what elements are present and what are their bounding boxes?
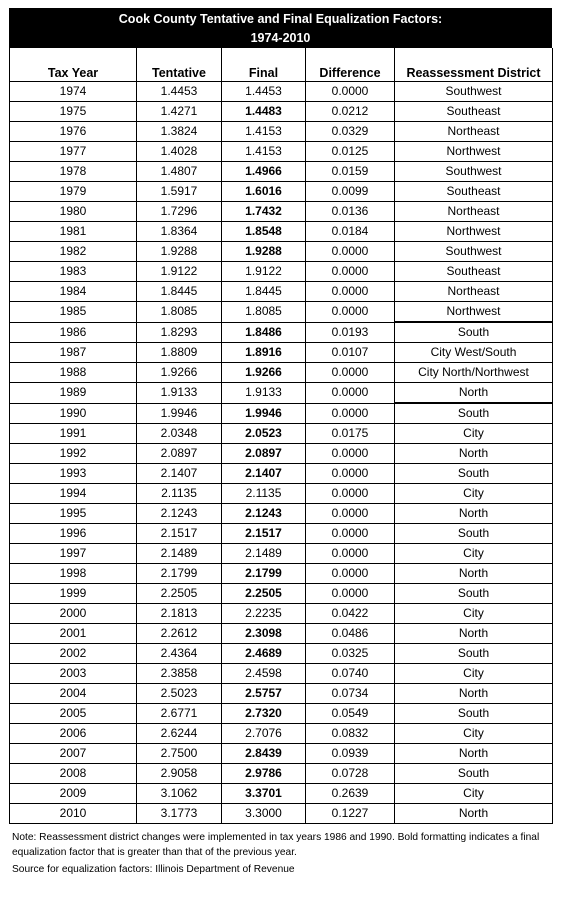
table-row (10, 464, 553, 484)
reassessment-district-cell: South (395, 524, 553, 544)
table-row (10, 424, 553, 444)
tentative-cell: 2.4364 (137, 644, 222, 664)
difference-cell: 0.0000 (306, 524, 395, 544)
final-cell: 1.4966 (222, 162, 306, 182)
tentative-cell: 2.1813 (137, 604, 222, 624)
table-row (10, 282, 553, 302)
final-cell: 2.2505 (222, 584, 306, 604)
table-row (10, 383, 553, 404)
difference-cell: 0.0136 (306, 202, 395, 222)
reassessment-district-cell: North (395, 744, 553, 764)
difference-cell: 0.0329 (306, 122, 395, 142)
final-cell: 1.9946 (222, 403, 306, 424)
table-title (9, 8, 552, 48)
tax-year-cell: 1991 (10, 424, 137, 444)
table-row (10, 504, 553, 524)
difference-cell: 0.0000 (306, 484, 395, 504)
table-body (10, 82, 553, 824)
tax-year-cell: 2004 (10, 684, 137, 704)
tax-year-cell: 1996 (10, 524, 137, 544)
table-row (10, 784, 553, 804)
reassessment-district-cell: Southwest (395, 242, 553, 262)
final-cell: 1.8916 (222, 343, 306, 363)
reassessment-district-cell: Southeast (395, 262, 553, 282)
table-row (10, 744, 553, 764)
reassessment-district-cell: North (395, 624, 553, 644)
table-row (10, 122, 553, 142)
table-row (10, 484, 553, 504)
tax-year-cell: 1993 (10, 464, 137, 484)
reassessment-district-cell: City (395, 484, 553, 504)
final-cell: 1.8548 (222, 222, 306, 242)
equalization-factors-table (9, 48, 553, 824)
reassessment-district-cell: Northwest (395, 222, 553, 242)
tax-year-cell: 1980 (10, 202, 137, 222)
final-cell: 2.1517 (222, 524, 306, 544)
reassessment-district-cell: City (395, 604, 553, 624)
tentative-cell: 1.8085 (137, 302, 222, 323)
tax-year-cell: 2008 (10, 764, 137, 784)
difference-cell: 0.0000 (306, 383, 395, 404)
column-header-final: Final (222, 48, 306, 82)
tentative-cell: 2.9058 (137, 764, 222, 784)
tax-year-cell: 1988 (10, 363, 137, 383)
tax-year-cell: 1983 (10, 262, 137, 282)
reassessment-district-cell: North (395, 444, 553, 464)
reassessment-district-cell: Northeast (395, 202, 553, 222)
reassessment-district-cell: Southwest (395, 82, 553, 102)
tax-year-cell: 1974 (10, 82, 137, 102)
reassessment-note: Note: Reassessment district changes were implemented in tax years 1986 and 1990. Bold formatting indicates a final equalization factor that is greater than that of the previous year. (12, 832, 540, 858)
final-cell: 2.1489 (222, 544, 306, 564)
difference-cell: 0.0486 (306, 624, 395, 644)
difference-cell: 0.0099 (306, 182, 395, 202)
column-header-difference: Difference (306, 48, 395, 82)
difference-cell: 0.0740 (306, 664, 395, 684)
column-header-tentative: Tentative (137, 48, 222, 82)
tentative-cell: 3.1773 (137, 804, 222, 824)
tentative-cell: 1.8293 (137, 322, 222, 343)
final-cell: 1.8085 (222, 302, 306, 323)
reassessment-district-cell: City (395, 724, 553, 744)
difference-cell: 0.0000 (306, 584, 395, 604)
tentative-cell: 1.8445 (137, 282, 222, 302)
final-cell: 1.9133 (222, 383, 306, 404)
final-cell: 2.8439 (222, 744, 306, 764)
final-cell: 2.5757 (222, 684, 306, 704)
reassessment-district-cell: South (395, 584, 553, 604)
reassessment-district-cell: North (395, 383, 553, 404)
reassessment-district-cell: North (395, 504, 553, 524)
table-row (10, 624, 553, 644)
reassessment-district-cell: Southeast (395, 102, 553, 122)
tentative-cell: 2.2612 (137, 624, 222, 644)
tax-year-cell: 1978 (10, 162, 137, 182)
final-cell: 1.9122 (222, 262, 306, 282)
table-row (10, 684, 553, 704)
tentative-cell: 1.4807 (137, 162, 222, 182)
reassessment-district-cell: Southeast (395, 182, 553, 202)
final-cell: 1.6016 (222, 182, 306, 202)
final-cell: 2.4598 (222, 664, 306, 684)
final-cell: 2.1799 (222, 564, 306, 584)
final-cell: 2.1243 (222, 504, 306, 524)
tentative-cell: 1.7296 (137, 202, 222, 222)
table-row (10, 524, 553, 544)
difference-cell: 0.0728 (306, 764, 395, 784)
final-cell: 1.7432 (222, 202, 306, 222)
tentative-cell: 1.3824 (137, 122, 222, 142)
table-row (10, 302, 553, 323)
tentative-cell: 1.5917 (137, 182, 222, 202)
difference-cell: 0.0000 (306, 403, 395, 424)
difference-cell: 0.0193 (306, 322, 395, 343)
difference-cell: 0.0000 (306, 82, 395, 102)
tax-year-cell: 1977 (10, 142, 137, 162)
tentative-cell: 2.6244 (137, 724, 222, 744)
tax-year-cell: 2002 (10, 644, 137, 664)
final-cell: 1.8486 (222, 322, 306, 343)
tentative-cell: 1.9288 (137, 242, 222, 262)
reassessment-district-cell: City North/Northwest (395, 363, 553, 383)
difference-cell: 0.0832 (306, 724, 395, 744)
tax-year-cell: 2001 (10, 624, 137, 644)
tentative-cell: 1.4453 (137, 82, 222, 102)
difference-cell: 0.1227 (306, 804, 395, 824)
equalization-table-container (9, 8, 552, 824)
tentative-cell: 2.6771 (137, 704, 222, 724)
tax-year-cell: 1999 (10, 584, 137, 604)
tentative-cell: 2.7500 (137, 744, 222, 764)
tax-year-cell: 1982 (10, 242, 137, 262)
tentative-cell: 1.8809 (137, 343, 222, 363)
tentative-cell: 1.4028 (137, 142, 222, 162)
tax-year-cell: 1989 (10, 383, 137, 404)
final-cell: 1.4453 (222, 82, 306, 102)
difference-cell: 0.0000 (306, 363, 395, 383)
tax-year-cell: 1985 (10, 302, 137, 323)
tax-year-cell: 1992 (10, 444, 137, 464)
final-cell: 2.2235 (222, 604, 306, 624)
final-cell: 1.4153 (222, 142, 306, 162)
final-cell: 2.7076 (222, 724, 306, 744)
reassessment-district-cell: Northeast (395, 282, 553, 302)
table-row (10, 604, 553, 624)
reassessment-district-cell: City (395, 424, 553, 444)
difference-cell: 0.0000 (306, 564, 395, 584)
reassessment-district-cell: South (395, 322, 553, 343)
reassessment-district-cell: North (395, 804, 553, 824)
reassessment-district-cell: South (395, 403, 553, 424)
tax-year-cell: 2009 (10, 784, 137, 804)
column-header-tax-year: Tax Year (10, 48, 137, 82)
tentative-cell: 2.1407 (137, 464, 222, 484)
difference-cell: 0.0000 (306, 504, 395, 524)
table-row (10, 343, 553, 363)
final-cell: 3.3701 (222, 784, 306, 804)
final-cell: 1.4153 (222, 122, 306, 142)
tax-year-cell: 1995 (10, 504, 137, 524)
final-cell: 2.1407 (222, 464, 306, 484)
tentative-cell: 2.1517 (137, 524, 222, 544)
tentative-cell: 2.0897 (137, 444, 222, 464)
reassessment-district-cell: South (395, 704, 553, 724)
reassessment-district-cell: Southwest (395, 162, 553, 182)
difference-cell: 0.0184 (306, 222, 395, 242)
final-cell: 2.0897 (222, 444, 306, 464)
reassessment-district-cell: South (395, 464, 553, 484)
column-header-reassessment-district: Reassessment District (395, 48, 553, 82)
difference-cell: 0.0549 (306, 704, 395, 724)
tax-year-cell: 1987 (10, 343, 137, 363)
tentative-cell: 1.9266 (137, 363, 222, 383)
table-row (10, 644, 553, 664)
table-row (10, 142, 553, 162)
table-row (10, 444, 553, 464)
tax-year-cell: 1975 (10, 102, 137, 122)
tax-year-cell: 1976 (10, 122, 137, 142)
tax-year-cell: 1981 (10, 222, 137, 242)
table-row (10, 564, 553, 584)
difference-cell: 0.0000 (306, 444, 395, 464)
tax-year-cell: 2003 (10, 664, 137, 684)
tax-year-cell: 1997 (10, 544, 137, 564)
table-notes (12, 830, 554, 877)
tentative-cell: 3.1062 (137, 784, 222, 804)
table-row (10, 82, 553, 102)
tentative-cell: 1.8364 (137, 222, 222, 242)
final-cell: 2.0523 (222, 424, 306, 444)
final-cell: 3.3000 (222, 804, 306, 824)
table-row (10, 162, 553, 182)
table-header-row (10, 48, 553, 82)
table-row (10, 584, 553, 604)
difference-cell: 0.0000 (306, 544, 395, 564)
final-cell: 2.1135 (222, 484, 306, 504)
difference-cell: 0.0939 (306, 744, 395, 764)
table-row (10, 363, 553, 383)
difference-cell: 0.0000 (306, 302, 395, 323)
reassessment-district-cell: South (395, 644, 553, 664)
tentative-cell: 1.9122 (137, 262, 222, 282)
tentative-cell: 1.4271 (137, 102, 222, 122)
reassessment-district-cell: City (395, 784, 553, 804)
difference-cell: 0.0159 (306, 162, 395, 182)
table-row (10, 102, 553, 122)
tentative-cell: 2.1799 (137, 564, 222, 584)
table-row (10, 182, 553, 202)
tax-year-cell: 1986 (10, 322, 137, 343)
table-row (10, 724, 553, 744)
difference-cell: 0.0000 (306, 464, 395, 484)
difference-cell: 0.0212 (306, 102, 395, 122)
table-row (10, 664, 553, 684)
tentative-cell: 2.1243 (137, 504, 222, 524)
reassessment-district-cell: City West/South (395, 343, 553, 363)
difference-cell: 0.0107 (306, 343, 395, 363)
final-cell: 2.9786 (222, 764, 306, 784)
reassessment-district-cell: Northwest (395, 142, 553, 162)
reassessment-district-cell: South (395, 764, 553, 784)
reassessment-district-cell: City (395, 664, 553, 684)
reassessment-district-cell: City (395, 544, 553, 564)
tax-year-cell: 1994 (10, 484, 137, 504)
difference-cell: 0.0734 (306, 684, 395, 704)
final-cell: 1.4483 (222, 102, 306, 122)
source-note: Source for equalization factors: Illinois Department of Revenue (12, 864, 295, 875)
tax-year-cell: 2000 (10, 604, 137, 624)
tax-year-cell: 1998 (10, 564, 137, 584)
tax-year-cell: 1990 (10, 403, 137, 424)
reassessment-district-cell: Northeast (395, 122, 553, 142)
table-row (10, 764, 553, 784)
tentative-cell: 2.1135 (137, 484, 222, 504)
final-cell: 1.9288 (222, 242, 306, 262)
final-cell: 1.9266 (222, 363, 306, 383)
tax-year-cell: 1984 (10, 282, 137, 302)
tentative-cell: 2.3858 (137, 664, 222, 684)
table-title-line2: 1974-2010 (250, 31, 311, 45)
tax-year-cell: 1979 (10, 182, 137, 202)
table-row (10, 544, 553, 564)
final-cell: 2.3098 (222, 624, 306, 644)
tentative-cell: 1.9946 (137, 403, 222, 424)
table-row (10, 322, 553, 343)
tentative-cell: 2.1489 (137, 544, 222, 564)
tentative-cell: 2.2505 (137, 584, 222, 604)
table-row (10, 403, 553, 424)
reassessment-district-cell: Northwest (395, 302, 553, 323)
difference-cell: 0.0000 (306, 262, 395, 282)
reassessment-district-cell: North (395, 564, 553, 584)
tentative-cell: 1.9133 (137, 383, 222, 404)
tax-year-cell: 2005 (10, 704, 137, 724)
table-row (10, 202, 553, 222)
difference-cell: 0.0175 (306, 424, 395, 444)
difference-cell: 0.0000 (306, 282, 395, 302)
final-cell: 2.4689 (222, 644, 306, 664)
table-row (10, 242, 553, 262)
difference-cell: 0.0422 (306, 604, 395, 624)
tax-year-cell: 2010 (10, 804, 137, 824)
tax-year-cell: 2006 (10, 724, 137, 744)
table-row (10, 222, 553, 242)
final-cell: 2.7320 (222, 704, 306, 724)
difference-cell: 0.2639 (306, 784, 395, 804)
table-row (10, 704, 553, 724)
tentative-cell: 2.5023 (137, 684, 222, 704)
table-row (10, 262, 553, 282)
difference-cell: 0.0000 (306, 242, 395, 262)
tentative-cell: 2.0348 (137, 424, 222, 444)
table-title-line1: Cook County Tentative and Final Equalization Factors: (118, 12, 443, 26)
reassessment-district-cell: North (395, 684, 553, 704)
tax-year-cell: 2007 (10, 744, 137, 764)
table-row (10, 804, 553, 824)
difference-cell: 0.0325 (306, 644, 395, 664)
final-cell: 1.8445 (222, 282, 306, 302)
difference-cell: 0.0125 (306, 142, 395, 162)
